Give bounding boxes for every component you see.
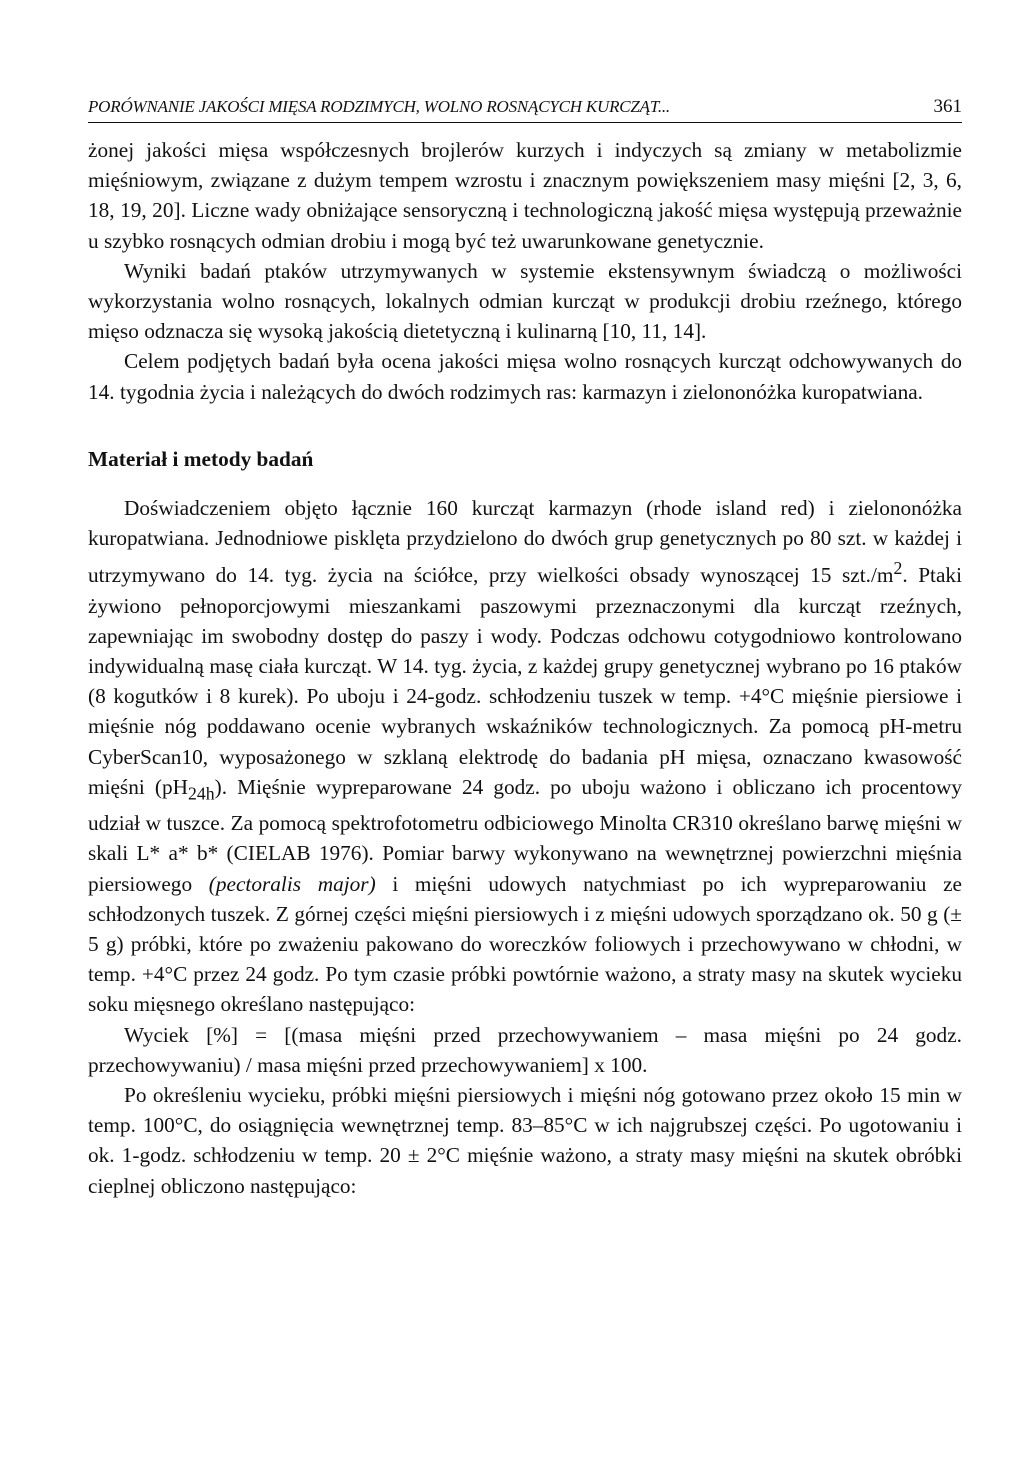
methods-paragraph-1 (88, 493, 962, 1020)
running-header (88, 96, 962, 123)
methods-p1-part-a: Doświadczeniem objęto łącznie 160 kurcząt karmazyn (rhode island red) i zielononóżka kuropatwiana. Jednodniowe pisklęta przydzielono do dwóch grup genetycznych po 80 szt. w każdej i utrzymywano do 14. tyg. życia na ściółce, przy wielkości obsady wynoszącej 15 szt./m (88, 495, 962, 588)
methods-paragraph-2: Po określeniu wycieku, próbki mięśni piersiowych i mięśni nóg gotowano przez około 15 min w temp. 100°C, do osiągnięcia wewnętrznej temp. 83–85°C w ich najgrubszej części. Po ugotowaniu i ok. 1-godz. schłodzeniu w temp. 20 ± 2°C mięśnie ważono, a straty masy mięśni na skutek obróbki cieplnej obliczono następująco: (88, 1083, 962, 1198)
drip-loss-formula: Wyciek [%] = [(masa mięśni przed przechowywaniem – masa mięśni po 24 godz. przechowywaniu) / masa mięśni przed przechowywaniem] x 100. (88, 1022, 962, 1077)
section-heading-methods: Materiał i metody badań (88, 446, 314, 471)
methods-p1-part-c: ). Mięśnie wypreparowane 24 godz. po uboju ważono i obliczano ich procentowy udział w tuszce. Za pomocą spektrofotometru odbiciowego Minolta CR310 określano barwę mięśni w skali L* a* b* (CIELAB 1976). Pomiar barwy wykonywano na wewnętrznej powierzchni mięśnia piersiowego (88, 774, 963, 896)
intro-paragraph-2: Wyniki badań ptaków utrzymywanych w systemie ekstensywnym świadczą o możliwości wykorzystania wolno rosnących, lokalnych odmian kurcząt w produkcji drobiu rzeźnego, którego mięso odznacza się wysoką jakością dietetyczną i kulinarną [10, 11, 14]. (88, 258, 962, 344)
methods-p1-part-b: . Ptaki żywiono pełnoporcjowymi mieszankami paszowymi przeznaczonymi dla kurcząt rzeźnych, zapewniając im swobodny dostęp do paszy i wody. Podczas odchowu cotygodniowo kontrolowano indywidualną masę ciała kurcząt. W 14. tyg. życia, z każdej grupy genetycznej wybrano po 16 ptaków (8 kogutków i 8 kurek). Po uboju i 24-godz. schłodzeniu tuszek w temp. +4°C mięśnie piersiowe i mięśnie nóg poddawano ocenie wybranych wskaźników technologicznych. Za pomocą pH-metru CyberScan10, wyposażonego w szklaną elektrodę do badania pH mięsa, oznaczano kwasowość mięśni (pH (88, 563, 962, 799)
intro-paragraph-3: Celem podjętych badań była ocena jakości mięsa wolno rosnących kurcząt odchowywanych do 14. tygodnia życia i należących do dwóch rodzimych ras: karmazyn i zielononóżka kuropatwiana. (88, 349, 962, 404)
page-number: 361 (933, 96, 962, 117)
superscript-2: 2 (893, 558, 903, 579)
latin-muscle-name: (pectoralis major) (208, 871, 376, 896)
running-title: PORÓWNANIE JAKOŚCI MIĘSA RODZIMYCH, WOLNO ROSNĄCYCH KURCZĄT... (88, 97, 670, 116)
body-text (88, 135, 962, 1201)
subscript-24h: 24h (188, 783, 215, 803)
intro-paragraph-1: żonej jakości mięsa współczesnych brojlerów kurzych i indyczych są zmiany w metabolizmie mięśniowym, związane z dużym tempem wzrostu i znacznym powiększeniem masy mięśni [2, 3, 6, 18, 19, 20]. Liczne wady obniżające sensoryczną i technologiczną jakość mięsa występują przeważnie u szybko rosnących odmian drobiu i mogą być też uwarunkowane genetycznie. (88, 138, 962, 253)
methods-p1-part-d: i mięśni udowych natychmiast po ich wypreparowaniu ze schłodzonych tuszek. Z górnej części mięśni piersiowych i z mięśni udowych sporządzano ok. 50 g (± 5 g) próbki, które po zważeniu pakowano do woreczków foliowych i przechowywano w chłodni, w temp. +4°C przez 24 godz. Po tym czasie próbki powtórnie ważono, a straty masy na skutek wycieku soku mięsnego określano następująco: (88, 871, 962, 1017)
